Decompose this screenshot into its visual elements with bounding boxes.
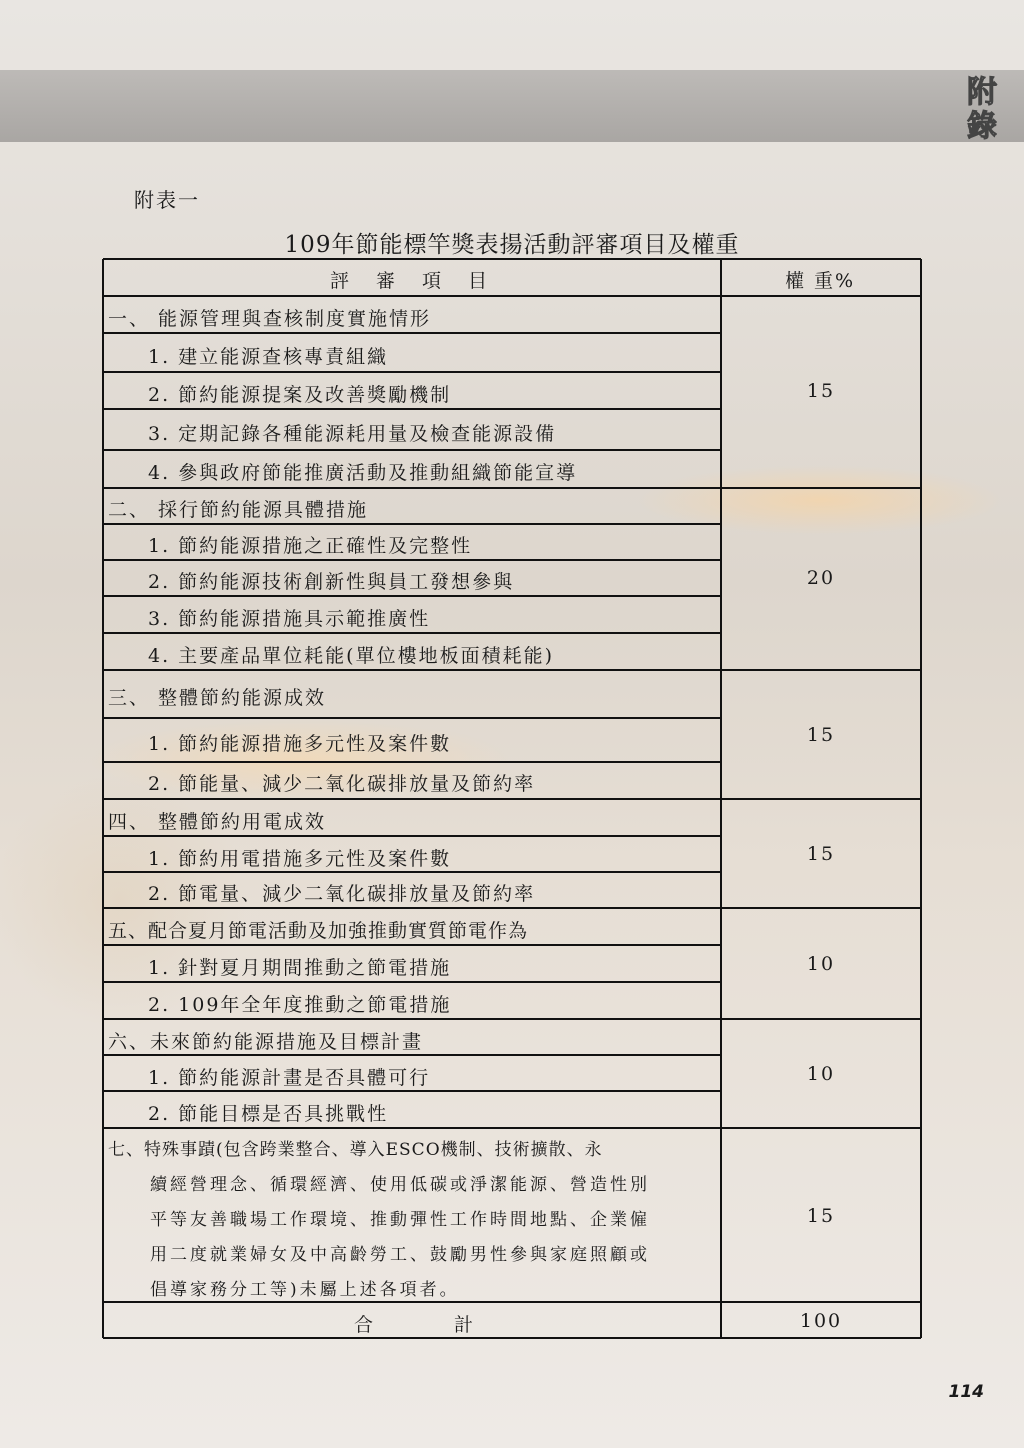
list-item: 3. 定期記錄各種能源耗用量及檢查能源設備 bbox=[148, 423, 557, 445]
page-number: 114 bbox=[948, 1382, 984, 1402]
section-weight: 15 bbox=[806, 843, 836, 865]
special-line: 用二度就業婦女及中高齡勞工、鼓勵男性參與家庭照顧或 bbox=[150, 1245, 650, 1265]
table-label: 附表一 bbox=[134, 188, 200, 212]
total-weight: 100 bbox=[799, 1310, 843, 1332]
table-title: 109年節能標竿獎表揚活動評審項目及權重 bbox=[284, 232, 740, 258]
section-title: 二、 採行節約能源具體措施 bbox=[108, 499, 369, 521]
section-title: 一、 能源管理與查核制度實施情形 bbox=[108, 308, 432, 330]
list-item: 2. 節能目標是否具挑戰性 bbox=[148, 1103, 389, 1125]
list-item: 1. 建立能源查核專責組織 bbox=[148, 346, 389, 368]
total-label: 合 計 bbox=[354, 1314, 480, 1336]
list-item: 4. 主要產品單位耗能(單位樓地板面積耗能) bbox=[148, 645, 554, 667]
section-title: 六、未來節約能源措施及目標計畫 bbox=[108, 1031, 424, 1053]
list-item: 3. 節約能源措施具示範推廣性 bbox=[148, 608, 431, 630]
section-weight: 15 bbox=[806, 724, 836, 746]
section-weight: 20 bbox=[806, 567, 836, 589]
section-weight: 10 bbox=[806, 953, 836, 975]
list-item: 2. 節約能源提案及改善獎勵機制 bbox=[148, 384, 452, 406]
header-weight: 權 重% bbox=[785, 270, 856, 292]
list-item: 2. 節約能源技術創新性與員工發想參與 bbox=[148, 571, 515, 593]
list-item: 4. 參與政府節能推廣活動及推動組織節能宣導 bbox=[148, 462, 578, 484]
list-item: 1. 節約能源計畫是否具體可行 bbox=[148, 1067, 431, 1089]
special-line: 七、特殊事蹟(包含跨業整合、導入ESCO機制、技術擴散、永 bbox=[108, 1140, 603, 1160]
header-item: 評 審 項 目 bbox=[330, 270, 492, 292]
list-item: 2. 109年全年度推動之節電措施 bbox=[148, 994, 452, 1016]
section-title: 五、配合夏月節電活動及加強推動實質節電作為 bbox=[108, 920, 529, 942]
list-item: 1. 節約能源措施之正確性及完整性 bbox=[148, 535, 473, 557]
special-line: 平等友善職場工作環境、推動彈性工作時間地點、企業僱 bbox=[150, 1210, 650, 1230]
section-title: 四、 整體節約用電成效 bbox=[108, 811, 327, 833]
list-item: 1. 節約用電措施多元性及案件數 bbox=[148, 848, 452, 870]
appendix-tag: 附錄 bbox=[967, 75, 997, 144]
section-title: 三、 整體節約能源成效 bbox=[108, 687, 327, 709]
section-weight: 15 bbox=[806, 1205, 836, 1227]
section-weight: 15 bbox=[806, 380, 836, 402]
list-item: 2. 節電量、減少二氧化碳排放量及節約率 bbox=[148, 883, 536, 905]
list-item: 1. 針對夏月期間推動之節電措施 bbox=[148, 957, 452, 979]
chapter-header-bar bbox=[0, 70, 1024, 142]
section-weight: 10 bbox=[806, 1063, 836, 1085]
list-item: 2. 節能量、減少二氧化碳排放量及節約率 bbox=[148, 773, 536, 795]
list-item: 1. 節約能源措施多元性及案件數 bbox=[148, 733, 452, 755]
special-line: 續經營理念、循環經濟、使用低碳或淨潔能源、營造性別 bbox=[150, 1175, 650, 1195]
special-line: 倡導家務分工等)未屬上述各項者。 bbox=[150, 1280, 460, 1300]
